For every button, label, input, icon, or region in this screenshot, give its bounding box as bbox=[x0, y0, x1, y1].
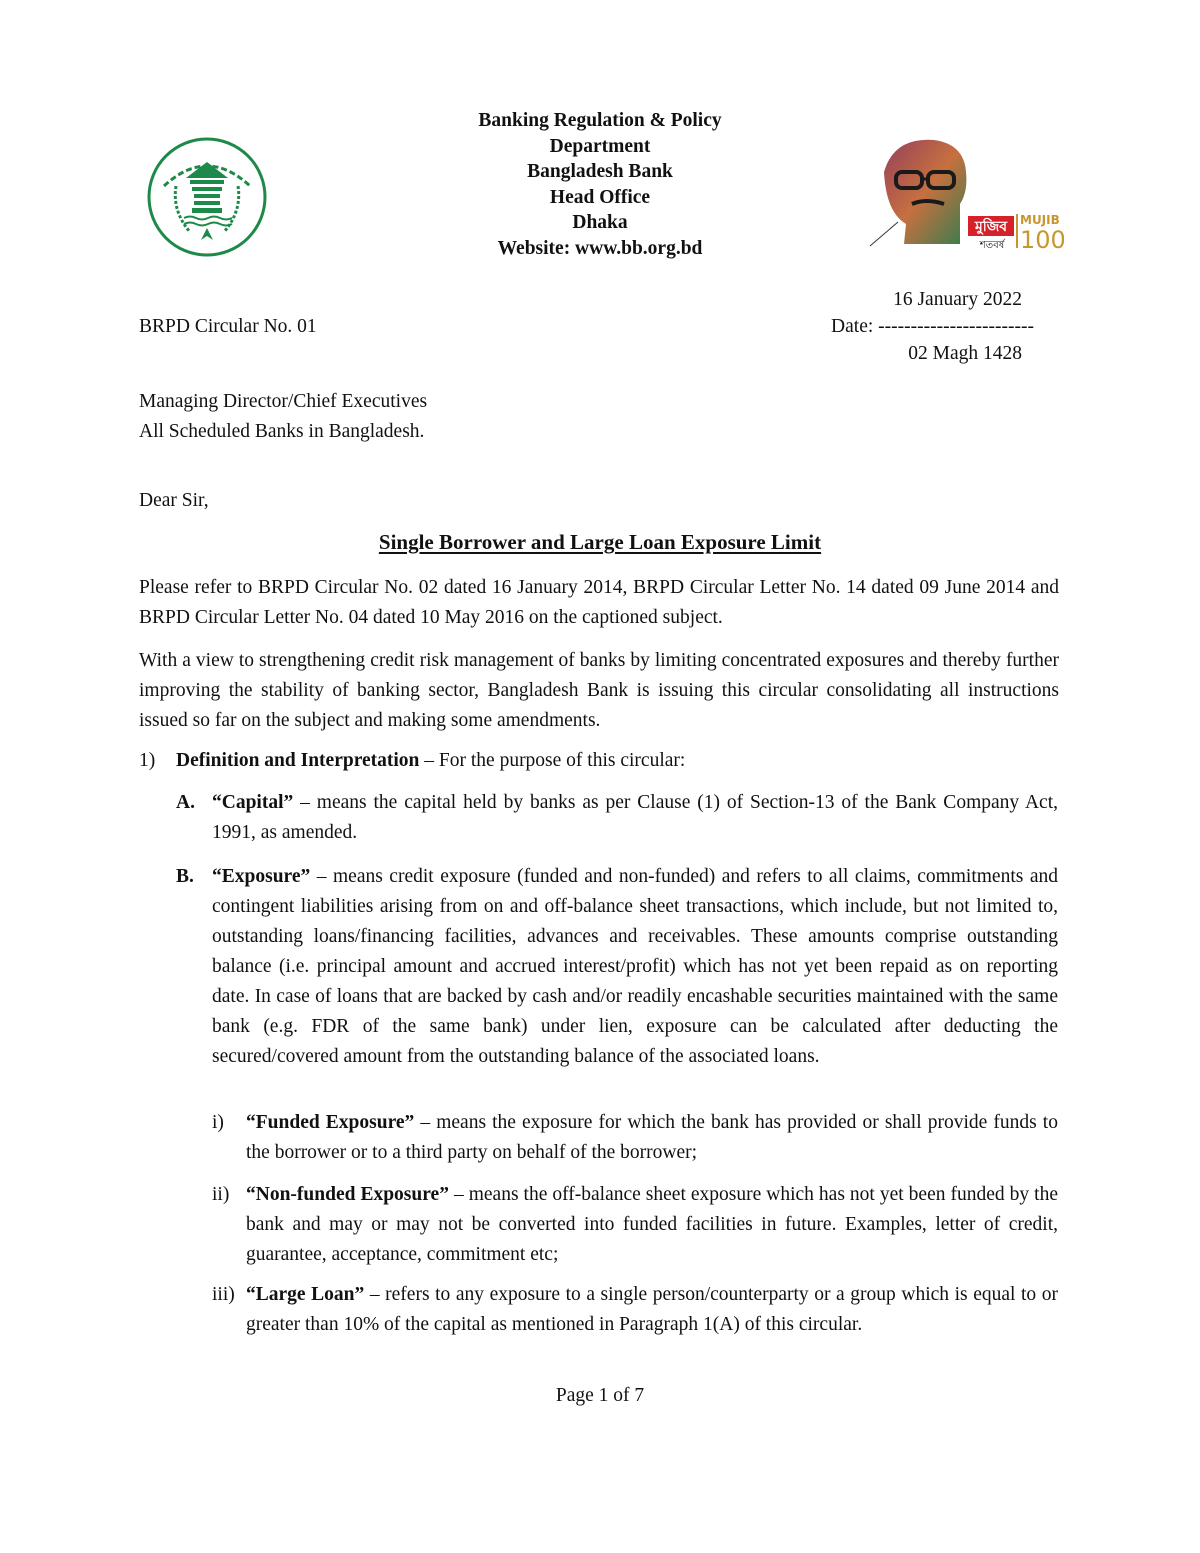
subitem-iii-label: iii) bbox=[212, 1284, 235, 1305]
section-1-heading bbox=[176, 746, 1056, 776]
item-b-text: – means credit exposure (funded and non-funded) and refers to all claims, commitments and contingent liabilities arising from on and off-balance sheet transactions, which include, but not limited to, outstanding loans/financing facilities, advances and receivables. These amounts comprise outstanding balance (i.e. principal amount and accrued interest/profit) which has not yet been repaid as on reporting date. In case of loans that are backed by cash and/or readily encashable securities maintained with the same bank (e.g. FDR of the same bank) under lien, exposure can be calculated after deducting the secured/covered amount from the outstanding balance of the associated loans. bbox=[212, 866, 1058, 1067]
svg-text:শতবর্ষ: শতবর্ষ bbox=[979, 240, 1005, 251]
website-line: Website: www.bb.org.bd bbox=[497, 237, 703, 259]
department-name-line1: Banking Regulation & Policy bbox=[478, 110, 722, 131]
date-block bbox=[818, 286, 1034, 367]
city-name: Dhaka bbox=[572, 212, 628, 233]
addressee-line1: Managing Director/Chief Executives bbox=[139, 391, 428, 412]
office-name: Head Office bbox=[549, 186, 651, 208]
item-a-text: – means the capital held by banks as per Clause (1) of Section-13 of the Bank Company Act, 1991, as amended. bbox=[212, 792, 1058, 843]
subject-heading: Single Borrower and Large Loan Exposure Limit bbox=[378, 530, 822, 554]
reference-paragraph: Please refer to BRPD Circular No. 02 dated 16 January 2014, BRPD Circular Letter No. 14 dated 09 June 2014 and BRPD Circular Letter No. 04 dated 10 May 2016 on the captioned subject. bbox=[139, 577, 1059, 628]
purpose-paragraph: With a view to strengthening credit risk management of banks by limiting concentrated exposures and thereby further improving the stability of banking sector, Bangladesh Bank is issuing this circular consolidating all instructions issued so far on the subject and making some amendments. bbox=[139, 650, 1059, 731]
subitem-i-text: – means the exposure for which the bank has provided or shall provide funds to the borrower or to a third party on behalf of the borrower; bbox=[246, 1112, 1058, 1163]
bangladesh-bank-emblem-logo bbox=[146, 136, 268, 258]
date-label: Date: ------------------------ bbox=[831, 316, 1034, 337]
subitem-i-definition bbox=[246, 1108, 1058, 1168]
subitem-i-label: i) bbox=[212, 1112, 224, 1133]
bank-name: Bangladesh Bank bbox=[527, 161, 673, 182]
subitem-ii-term: “Non-funded Exposure” bbox=[246, 1184, 449, 1205]
item-b-definition bbox=[212, 862, 1058, 1072]
section-1-intro: – For the purpose of this circular: bbox=[419, 750, 686, 771]
section-1-number: 1) bbox=[139, 750, 156, 771]
circular-number: BRPD Circular No. 01 bbox=[139, 316, 317, 337]
item-a-definition bbox=[212, 788, 1058, 848]
mujib-bangla-text: মুজিব bbox=[974, 219, 1008, 235]
item-b-label: B. bbox=[176, 866, 194, 887]
date-bangla: 02 Magh 1428 bbox=[908, 343, 1022, 364]
svg-text:100: 100 bbox=[1020, 226, 1064, 252]
date-gregorian: 16 January 2022 bbox=[893, 289, 1022, 310]
subitem-i-term: “Funded Exposure” bbox=[246, 1112, 415, 1133]
section-1-title: Definition and Interpretation bbox=[176, 750, 420, 771]
addressee-line2: All Scheduled Banks in Bangladesh. bbox=[139, 421, 425, 442]
subitem-ii-label: ii) bbox=[212, 1184, 230, 1205]
page-number: Page 1 of 7 bbox=[555, 1385, 645, 1406]
salutation: Dear Sir, bbox=[139, 490, 209, 511]
subitem-ii-definition bbox=[246, 1180, 1058, 1270]
mujib-100-logo bbox=[864, 132, 1064, 252]
svg-text:MUJIB: MUJIB bbox=[1020, 213, 1060, 227]
department-name-line2: Department bbox=[549, 135, 651, 157]
letterhead bbox=[400, 108, 800, 261]
subitem-iii-term: “Large Loan” bbox=[246, 1284, 365, 1305]
subitem-iii-text: – refers to any exposure to a single person/counterparty or a group which is equal to or greater than 10% of the capital as mentioned in Paragraph 1(A) of this circular. bbox=[246, 1284, 1058, 1335]
addressee bbox=[139, 387, 427, 447]
subitem-ii-text: – means the off-balance sheet exposure which has not yet been funded by the bank and may or may not be converted into funded facilities in future. Examples, letter of credit, guarantee, acceptance, commitment etc; bbox=[246, 1184, 1058, 1265]
item-a-label: A. bbox=[176, 792, 195, 813]
item-a-term: “Capital” bbox=[212, 792, 294, 813]
subitem-iii-definition bbox=[246, 1280, 1058, 1340]
item-b-term: “Exposure” bbox=[212, 866, 311, 887]
